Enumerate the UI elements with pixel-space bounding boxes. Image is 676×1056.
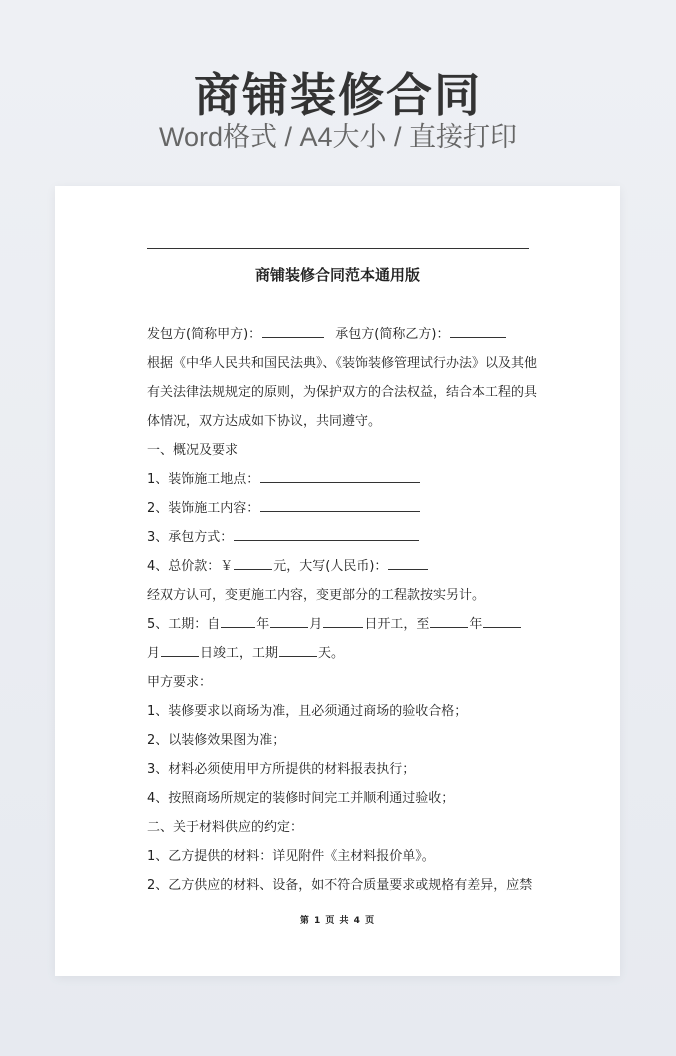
- content-blank: [260, 498, 420, 512]
- period-line-2: [147, 639, 532, 668]
- price-note: 经双方认可，变更施工内容，变更部分的工程款按实另计。: [147, 588, 486, 603]
- method-label: 3、承包方式：: [147, 530, 234, 545]
- start-day-blank: [323, 614, 363, 628]
- start-year-label: 年: [256, 617, 270, 632]
- party-a-requirements-heading: 甲方要求：: [147, 675, 213, 690]
- requirement-4: 4、按照商场所规定的装修时间完工并顺利通过验收；: [147, 791, 455, 806]
- method-blank: [234, 527, 419, 541]
- start-year-blank: [221, 614, 255, 628]
- end-month-label: 月: [147, 646, 161, 661]
- end-year-label: 年: [469, 617, 483, 632]
- intro-line-1: 根据《中华人民共和国民法典》、《装饰装修管理试行办法》以及其他: [147, 356, 538, 371]
- requirement-3: 3、材料必须使用甲方所提供的材料报表执行；: [147, 762, 416, 777]
- intro-line-3: 体情况，双方达成如下协议，共同遵守。: [147, 414, 382, 429]
- start-month-blank: [270, 614, 308, 628]
- end-month-blank-a: [483, 614, 521, 628]
- duration-blank: [279, 643, 317, 657]
- price-capital-label: 元，大写(人民币)：: [273, 559, 388, 574]
- material-2: 2、乙方供应的材料、设备，如不符合质量要求或规格有差异，应禁: [147, 878, 533, 893]
- parties-line: [147, 320, 532, 349]
- document-body: [147, 320, 538, 900]
- location-line: [147, 465, 532, 494]
- method-line: [147, 523, 532, 552]
- price-blank: [234, 556, 272, 570]
- material-1: 1、乙方提供的材料：详见附件《主材料报价单》。: [147, 849, 435, 864]
- content-line: [147, 494, 532, 523]
- duration-label: 天。: [318, 646, 345, 661]
- end-year-blank: [430, 614, 468, 628]
- hero-title: 商铺装修合同: [194, 68, 482, 122]
- period-label: 5、工期：自: [147, 617, 221, 632]
- location-label: 1、装饰施工地点：: [147, 472, 260, 487]
- page-footer: 第 1 页 共 4 页: [299, 916, 376, 926]
- intro-line-2: 有关法律法规规定的原则，为保护双方的合法权益，结合本工程的具: [147, 385, 538, 400]
- hero-subtitle: Word格式 / A4大小 / 直接打印: [158, 122, 518, 152]
- party-a-blank: [262, 324, 324, 338]
- price-label: 4、总价款：￥: [147, 559, 234, 574]
- content-label: 2、装饰施工内容：: [147, 501, 260, 516]
- start-month-label: 月: [309, 617, 323, 632]
- section-2-heading: 二、关于材料供应的约定：: [147, 820, 304, 835]
- period-line-1: [147, 610, 532, 639]
- price-capital-blank: [388, 556, 428, 570]
- party-a-label: 发包方(简称甲方)：: [147, 327, 262, 342]
- document-page: [55, 186, 620, 976]
- section-1-heading: 一、概况及要求: [147, 443, 239, 458]
- party-b-label: 承包方(简称乙方)：: [335, 327, 450, 342]
- start-day-label: 日开工，至: [364, 617, 430, 632]
- requirement-2: 2、以装修效果图为准；: [147, 733, 286, 748]
- document-title: 商铺装修合同范本通用版: [254, 266, 420, 284]
- top-rule: [147, 248, 529, 249]
- price-line: [147, 552, 532, 581]
- party-b-blank: [450, 324, 506, 338]
- requirement-1: 1、装修要求以商场为准，且必须通过商场的验收合格；: [147, 704, 468, 719]
- location-blank: [260, 469, 420, 483]
- end-day-label: 日竣工，工期: [200, 646, 279, 661]
- end-day-blank: [161, 643, 199, 657]
